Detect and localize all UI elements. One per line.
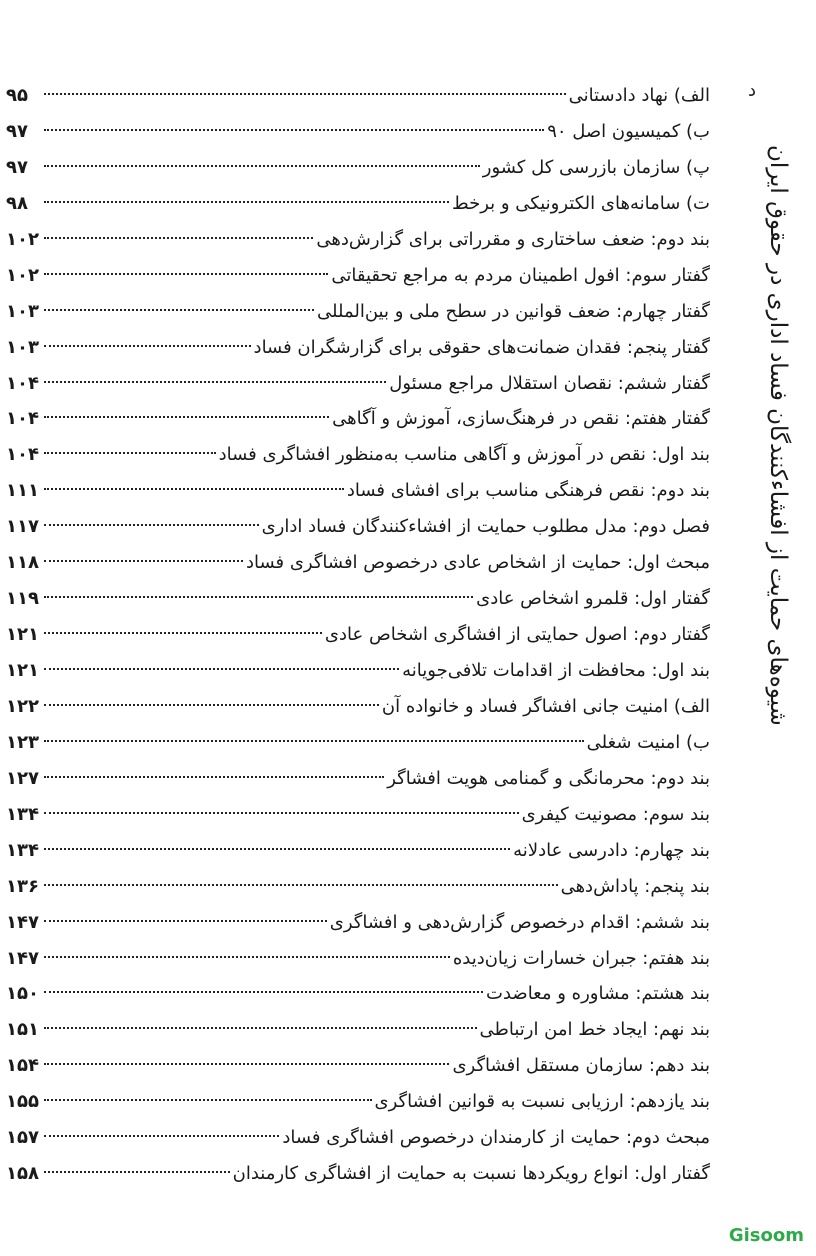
toc-entry (6, 797, 710, 833)
toc-entry-title: بند هشتم: مشاوره و معاضدت (486, 983, 710, 1005)
toc-entry-page-number: ۱۰۳ (6, 336, 39, 358)
toc-entry-page-number: ۱۲۳ (6, 731, 39, 753)
toc-entry-title: بند پنجم: پاداش‌دهی (560, 875, 710, 897)
toc-entry (6, 1048, 710, 1084)
toc-entry-page-number: ۱۵۱ (6, 1019, 39, 1041)
toc-entry (6, 150, 710, 186)
toc-dot-leader (44, 920, 327, 922)
toc-entry-title: بند اول: نقص در آموزش و آگاهی مناسب به‌منظور افشاگری فساد (218, 444, 710, 466)
toc-entry-page-number: ۹۵ (6, 85, 28, 106)
toc-entry-page-number: ۱۳۶ (6, 875, 39, 897)
toc-entry-page-number: ۱۵۷ (6, 1127, 39, 1149)
toc-dot-leader (44, 1063, 449, 1065)
toc-entry-page-number: ۱۲۱ (6, 624, 39, 646)
toc-dot-leader (44, 129, 544, 131)
toc-entry-title: بند دهم: سازمان مستقل افشاگری (452, 1055, 710, 1077)
toc-entry-title: بند یازدهم: ارزیابی نسبت به قوانین افشاگری (374, 1091, 710, 1113)
toc-entry (6, 437, 710, 473)
toc-entry (6, 833, 710, 869)
toc-entry-title: ب) کمیسیون اصل ۹۰ (547, 120, 710, 142)
toc-entry (6, 78, 710, 114)
toc-entry-title: بند اول: محافظت از اقدامات تلافی‌جویانه (402, 660, 710, 681)
toc-entry-page-number: ۹۷ (6, 120, 28, 142)
toc-entry (6, 976, 710, 1012)
toc-dot-leader (44, 956, 450, 958)
toc-entry-page-number: ۱۰۲ (6, 228, 39, 250)
toc-dot-leader (44, 704, 379, 706)
toc-entry (6, 869, 710, 905)
toc-dot-leader (44, 812, 519, 814)
toc-entry-title: بند چهارم: دادرسی عادلانه (513, 839, 710, 861)
toc-entry-title: مبحث دوم: حمایت از کارمندان درخصوص افشاگری فساد (282, 1127, 710, 1149)
toc-entry-title: بند دوم: محرمانگی و گمنامی هویت افشاگر (387, 767, 710, 789)
toc-dot-leader (44, 1099, 372, 1101)
toc-dot-leader (44, 560, 243, 562)
toc-entry (6, 366, 710, 402)
toc-entry-page-number: ۱۰۲ (6, 264, 39, 286)
toc-entry-page-number: ۹۸ (6, 192, 28, 214)
toc-entry-page-number: ۱۲۲ (6, 695, 39, 717)
toc-entry (6, 258, 710, 294)
toc-entry-title: ب) امنیت شغلی (586, 731, 710, 753)
toc-dot-leader (44, 1135, 279, 1137)
toc-entry-title: گفتار سوم: افول اطمینان مردم به مراجع تحقیقاتی (331, 264, 710, 286)
toc-entry-title: بند سوم: مصونیت کیفری (521, 803, 710, 825)
toc-dot-leader (44, 740, 584, 742)
toc-dot-leader (44, 273, 328, 275)
toc-dot-leader (44, 848, 510, 850)
toc-entry-page-number: ۱۰۴ (6, 444, 39, 466)
toc-entry-page-number: ۱۳۴ (6, 839, 39, 861)
toc-dot-leader (44, 165, 480, 167)
toc-entry-page-number: ۱۱۸ (6, 552, 39, 574)
toc-dot-leader (44, 381, 386, 383)
toc-entry (6, 186, 710, 222)
toc-entry (6, 653, 710, 689)
toc-dot-leader (44, 596, 473, 598)
toc-entry-title: الف) امنیت جانی افشاگر فساد و خانواده آن (381, 695, 710, 717)
toc-dot-leader (44, 1027, 477, 1029)
brand-logo (729, 1225, 804, 1246)
toc-entry-title: بند ششم: اقدام درخصوص گزارش‌دهی و افشاگری (329, 911, 710, 933)
toc-entry (6, 941, 710, 977)
toc-entry (6, 905, 710, 941)
toc-entry (6, 222, 710, 258)
page-number-letter: د (748, 80, 757, 101)
toc-dot-leader (44, 416, 329, 418)
toc-dot-leader (44, 632, 322, 634)
toc-dot-leader (44, 524, 259, 526)
toc-entry-title: گفتار اول: قلمرو اشخاص عادی (476, 588, 710, 610)
toc-dot-leader (44, 201, 449, 203)
toc-dot-leader (44, 991, 483, 993)
toc-dot-leader (44, 93, 566, 95)
toc-dot-leader (44, 452, 216, 454)
brand-logo-text: Gisoom (728, 1225, 804, 1246)
toc-entry (6, 545, 710, 581)
toc-entry (6, 1156, 710, 1192)
toc-dot-leader (44, 884, 558, 886)
toc-entry (6, 725, 710, 761)
toc-entry-title: بند دوم: نقص فرهنگی مناسب برای افشای فساد (346, 480, 710, 502)
toc-entry (6, 330, 710, 366)
toc-entry-page-number: ۱۲۷ (6, 767, 39, 789)
toc-entry (6, 581, 710, 617)
toc-entry-title: الف) نهاد دادستانی (568, 85, 710, 106)
toc-entry-page-number: ۱۱۹ (6, 588, 39, 610)
toc-entry (6, 294, 710, 330)
toc-dot-leader (44, 345, 251, 347)
toc-entry-title: گفتار ششم: نقصان استقلال مراجع مسئول (389, 372, 710, 394)
toc-entry-page-number: ۱۰۴ (6, 408, 39, 430)
toc-entry-page-number: ۱۱۱ (6, 480, 39, 502)
toc-dot-leader (44, 776, 384, 778)
toc-entry-title: گفتار چهارم: ضعف قوانین در سطح ملی و بین‌المللی (317, 300, 710, 322)
toc-entry-title: بند هفتم: جبران خسارات زیان‌دیده (452, 947, 710, 969)
toc-entry-title: فصل دوم: مدل مطلوب حمایت از افشاءکنندگان فساد اداری (261, 516, 710, 538)
toc-entry (6, 1012, 710, 1048)
toc-entry-title: مبحث اول: حمایت از اشخاص عادی درخصوص افشاگری فساد (245, 552, 710, 574)
toc-entry (6, 761, 710, 797)
toc-entry (6, 114, 710, 150)
toc-entry-page-number: ۱۰۴ (6, 372, 39, 394)
toc-entry (6, 401, 710, 437)
toc-entry-title: گفتار اول: انواع رویکردها نسبت به حمایت از افشاگری کارمندان (232, 1163, 710, 1185)
toc-entry-page-number: ۹۷ (6, 156, 28, 178)
toc-entry-title: گفتار هفتم: نقص در فرهنگ‌سازی، آموزش و آگاهی (332, 408, 710, 430)
toc-entry-page-number: ۱۴۷ (6, 911, 39, 933)
running-title: شیوه‌های حمایت از افشاءکنندگان فساد اداری در حقوق ایران (765, 145, 791, 726)
toc-entry-page-number: ۱۴۷ (6, 947, 39, 969)
toc-entry (6, 689, 710, 725)
toc-dot-leader (44, 237, 313, 239)
toc-entry-title: پ) سازمان بازرسی کل کشور (482, 156, 710, 178)
toc-entry (6, 1120, 710, 1156)
toc-entry-page-number: ۱۱۷ (6, 516, 39, 538)
toc-entry-title: بند دوم: ضعف ساختاری و مقرراتی برای گزارش‌دهی (316, 228, 710, 250)
toc-entry (6, 473, 710, 509)
toc-entry-page-number: ۱۰۳ (6, 300, 39, 322)
toc-entry-page-number: ۱۵۰ (6, 983, 39, 1005)
toc-entry-title: بند نهم: ایجاد خط امن ارتباطی (479, 1019, 710, 1041)
toc-dot-leader (44, 309, 314, 311)
toc-entry-title: گفتار دوم: اصول حمایتی از افشاگری اشخاص عادی (324, 624, 710, 646)
toc-entry (6, 617, 710, 653)
toc-entry-page-number: ۱۵۵ (6, 1091, 39, 1113)
toc-entry-page-number: ۱۳۴ (6, 803, 39, 825)
toc-dot-leader (44, 668, 399, 670)
toc-entry-page-number: ۱۵۴ (6, 1055, 39, 1077)
toc-entry (6, 509, 710, 545)
toc-entry-page-number: ۱۵۸ (6, 1163, 39, 1185)
toc-entry-title: ت) سامانه‌های الکترونیکی و برخط (452, 192, 710, 214)
toc-entry (6, 1084, 710, 1120)
toc-dot-leader (44, 488, 344, 490)
toc-dot-leader (44, 1171, 230, 1173)
toc-entry-page-number: ۱۲۱ (6, 660, 39, 681)
table-of-contents (6, 78, 710, 1192)
toc-entry-title: گفتار پنجم: فقدان ضمانت‌های حقوقی برای گزارشگران فساد (253, 336, 710, 358)
